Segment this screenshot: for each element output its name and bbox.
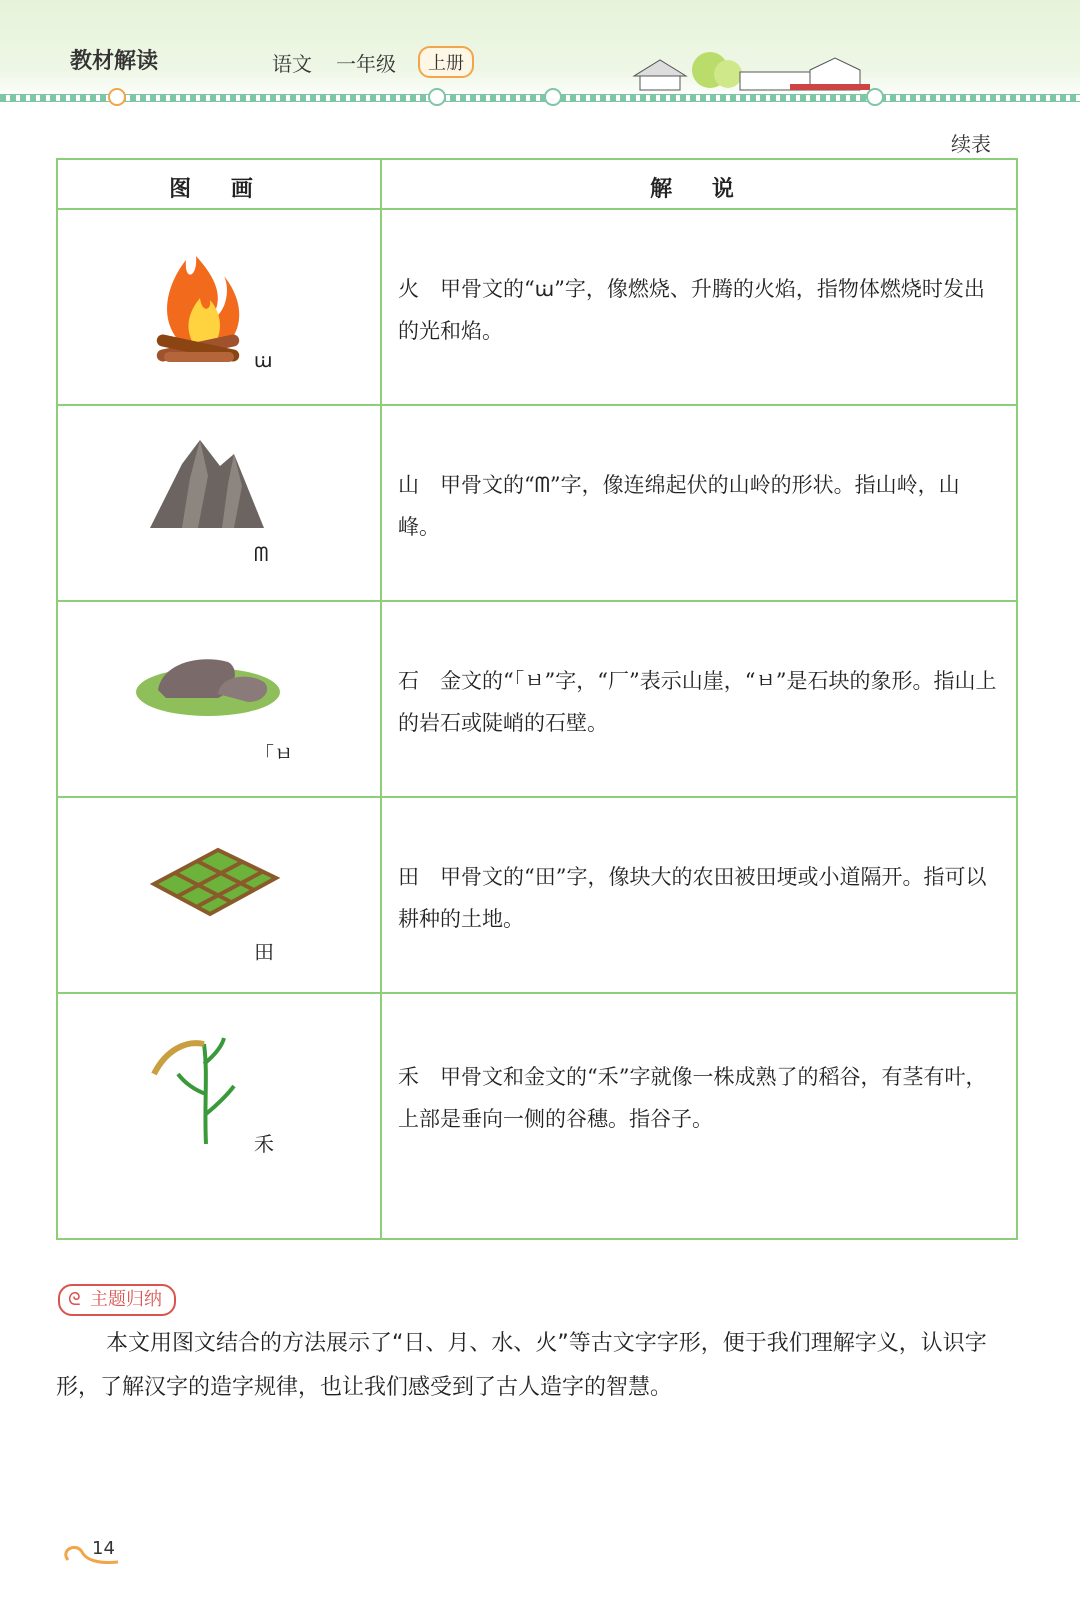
table-row (58, 602, 380, 796)
village-illustration (620, 50, 880, 94)
table-row (58, 798, 380, 992)
header-dot (544, 88, 562, 106)
header-dot (108, 88, 126, 106)
fire-illustration (58, 210, 380, 404)
ancient-glyph: 禾 (254, 1132, 274, 1156)
continued-label: 续表 (951, 132, 991, 156)
character-table (56, 158, 1018, 1240)
ancient-glyph: 田 (254, 940, 274, 964)
header-picture: 图 画 (169, 177, 269, 202)
row-explanation: 火 甲骨文的“ꭐ”字，像燃烧、升腾的火焰，指物体燃烧时发出的光和焰。 (398, 277, 985, 343)
header-dot (866, 88, 884, 106)
stone-illustration (58, 602, 380, 796)
ancient-glyph: ꭐ (254, 348, 273, 372)
page-number: 14 (92, 1538, 115, 1559)
swirl-icon: ᘓ (68, 1289, 81, 1310)
table-row (58, 406, 380, 600)
field-illustration (58, 798, 380, 992)
table-row (58, 210, 380, 404)
grain-illustration (58, 994, 380, 1200)
grade-label: 一年级 (336, 52, 396, 76)
header-explanation: 解 说 (650, 177, 750, 202)
book-title: 教材解读 (70, 49, 159, 74)
mountain-illustration (58, 406, 380, 600)
page-header (0, 0, 1080, 100)
column-divider (380, 160, 382, 1238)
row-explanation: 田 甲骨文的“田”字，像块大的农田被田埂或小道隔开。指可以耕种的土地。 (398, 865, 987, 931)
row-explanation: 山 甲骨文的“ᗰ”字，像连绵起伏的山岭的形状。指山岭，山峰。 (398, 473, 960, 539)
ancient-glyph: ᗰ (254, 542, 269, 566)
theme-label: 主题归纳 (90, 1289, 162, 1310)
theme-summary-tag (58, 1284, 176, 1316)
ancient-glyph: 「ㅂ (254, 742, 294, 766)
subject-label: 语文 (272, 52, 312, 76)
row-explanation: 禾 甲骨文和金文的“禾”字就像一株成熟了的稻谷，有茎有叶，上部是垂向一侧的谷穗。指谷子。 (398, 1065, 987, 1131)
summary-paragraph: 本文用图文结合的方法展示了“日、月、水、火”等古文字字形，便于我们理解字义，认识字形，了解汉字的造字规律，也让我们感受到了古人造字的智慧。 (56, 1331, 987, 1400)
header-border (0, 94, 1080, 102)
volume-badge: 上册 (418, 46, 474, 78)
row-explanation: 石 金文的“「ㅂ”字，“厂”表示山崖，“ㅂ”是石块的象形。指山上的岩石或陡峭的石壁。 (398, 669, 997, 735)
header-dot (428, 88, 446, 106)
table-row (58, 994, 380, 1200)
